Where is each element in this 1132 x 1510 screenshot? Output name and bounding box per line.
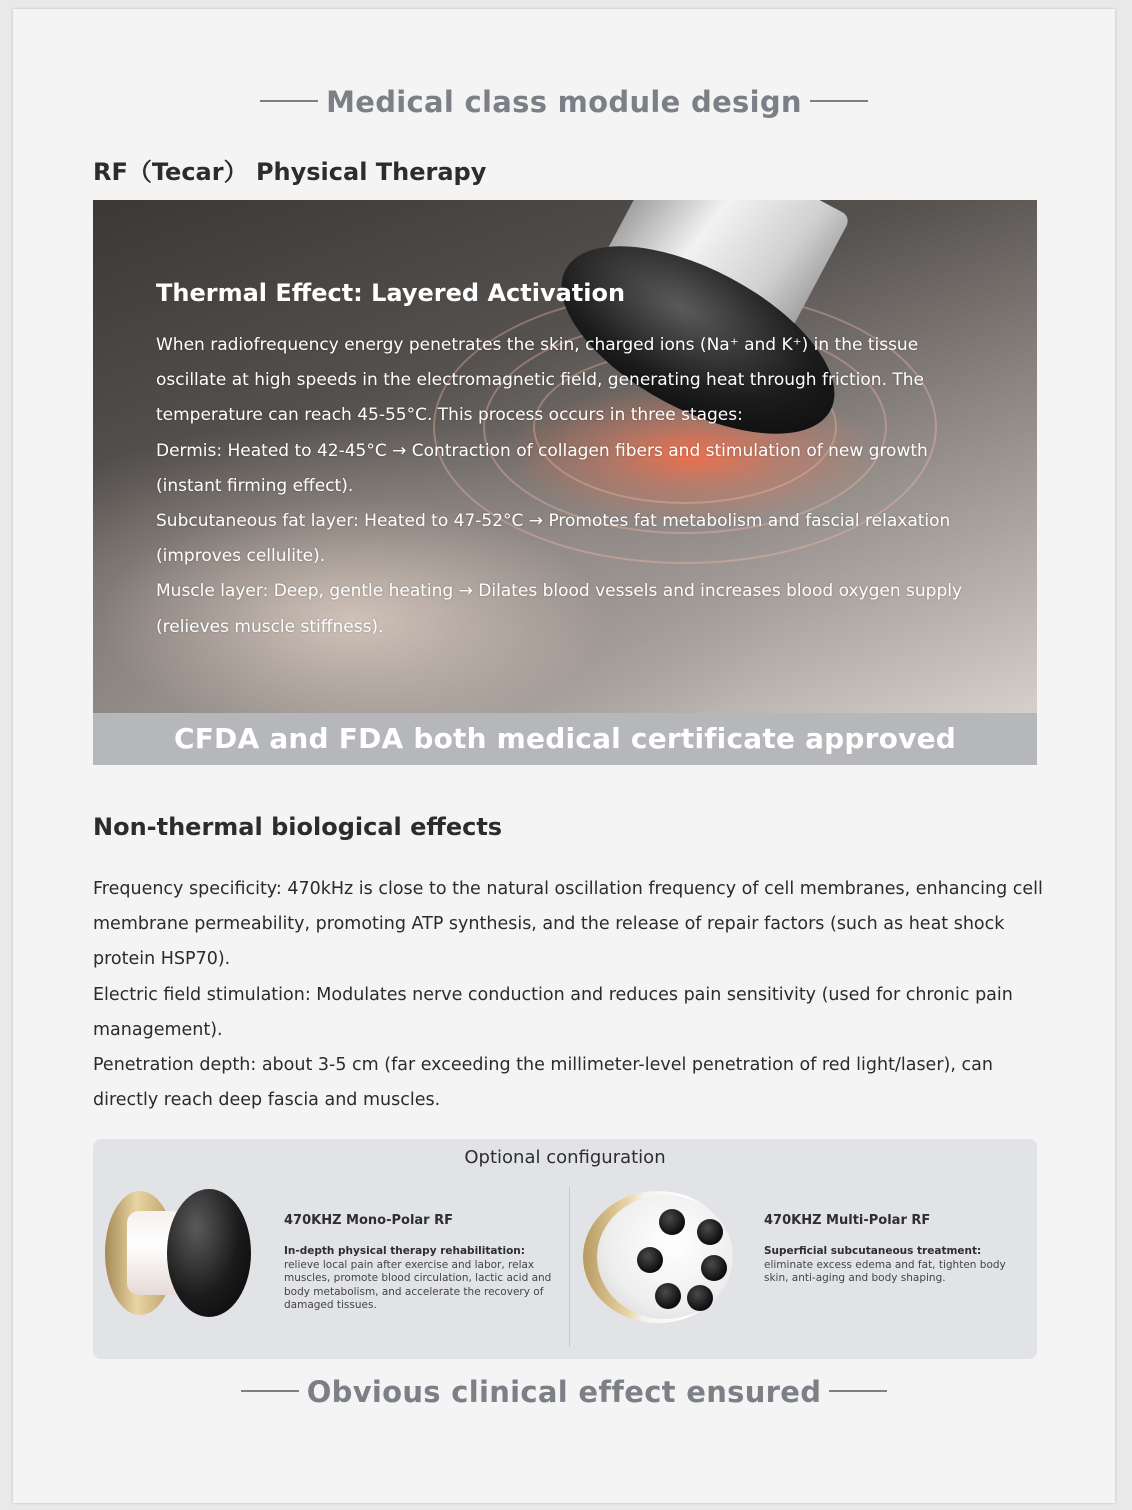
electrode-nub [659, 1209, 685, 1235]
title-dash-left [260, 100, 318, 102]
option-name-mono-polar: 470KHZ Mono-Polar RF [284, 1213, 454, 1228]
mono-polar-rf-head-image [105, 1189, 255, 1319]
electrode-nub [637, 1247, 663, 1273]
option-subtitle-multi-polar: Superficial subcutaneous treatment: [764, 1245, 982, 1257]
title-dash-right [810, 100, 868, 102]
hero-text [156, 328, 986, 645]
non-thermal-text [93, 872, 1043, 1118]
page [13, 9, 1115, 1503]
section-title-clinical-effect [13, 1375, 1115, 1409]
section-title-text: Medical class module design [326, 85, 802, 119]
electrode-nub [701, 1255, 727, 1281]
multi-polar-rf-head-image [583, 1189, 743, 1329]
title-dash-right [829, 1390, 887, 1392]
optional-configuration-panel [93, 1139, 1037, 1359]
option-description-multi-polar: eliminate excess edema and fat, tighten body skin, anti-aging and body shaping. [764, 1259, 1006, 1285]
option-subtitle-mono-polar: In-depth physical therapy rehabilitation: [284, 1245, 525, 1257]
hero-title: Thermal Effect: Layered Activation [156, 279, 626, 307]
hero-paragraph: When radiofrequency energy penetrates the skin, charged ions (Na⁺ and K⁺) in the tissue oscillate at high speeds in the electromagnetic field, generating heat through friction. The temperature can reach 45-55°C. This process occurs in three stages: [156, 335, 924, 426]
non-thermal-title: Non-thermal biological effects [93, 813, 503, 841]
hero-image-panel [93, 200, 1037, 713]
body-paragraph: Electric field stimulation: Modulates nerve conduction and reduces pain sensitivity (used for chronic pain management). [93, 984, 1013, 1040]
body-paragraph: Frequency specificity: 470kHz is close to the natural oscillation frequency of cell membranes, enhancing cell membrane permeability, promoting ATP synthesis, and the release of repair factors (such as heat shock protein HSP70). [93, 879, 1043, 970]
title-dash-left [241, 1390, 299, 1392]
hero-paragraph: Dermis: Heated to 42-45°C → Contraction of collagen fibers and stimulation of new growth (instant firming effect). [156, 440, 928, 496]
electrode-nub [687, 1285, 713, 1311]
option-description-mono-polar: relieve local pain after exercise and labor, relax muscles, promote blood circulation, lactic acid and body metabolism, and accelerate the recovery of damaged tissues. [284, 1259, 552, 1312]
hero-paragraph: Muscle layer: Deep, gentle heating → Dilates blood vessels and increases blood oxygen supply (relieves muscle stiffness). [156, 581, 963, 637]
electrode-nub [655, 1283, 681, 1309]
section-title-medical-class [13, 85, 1115, 119]
hero-paragraph: Subcutaneous fat layer: Heated to 47-52°C → Promotes fat metabolism and fascial relaxation (improves cellulite). [156, 511, 951, 567]
config-title: Optional configuration [464, 1147, 666, 1168]
rf-section-title: RF（Tecar） Physical Therapy [93, 158, 487, 186]
mono-head-black-cap [167, 1189, 251, 1317]
config-divider [569, 1187, 570, 1347]
section-title-text: Obvious clinical effect ensured [306, 1375, 822, 1409]
body-paragraph: Penetration depth: about 3-5 cm (far exceeding the millimeter-level penetration of red light/laser), can directly reach deep fascia and muscles. [93, 1055, 993, 1111]
certificate-banner: CFDA and FDA both medical certificate approved [93, 713, 1037, 765]
option-name-multi-polar: 470KHZ Multi-Polar RF [764, 1213, 931, 1228]
electrode-nub [697, 1219, 723, 1245]
